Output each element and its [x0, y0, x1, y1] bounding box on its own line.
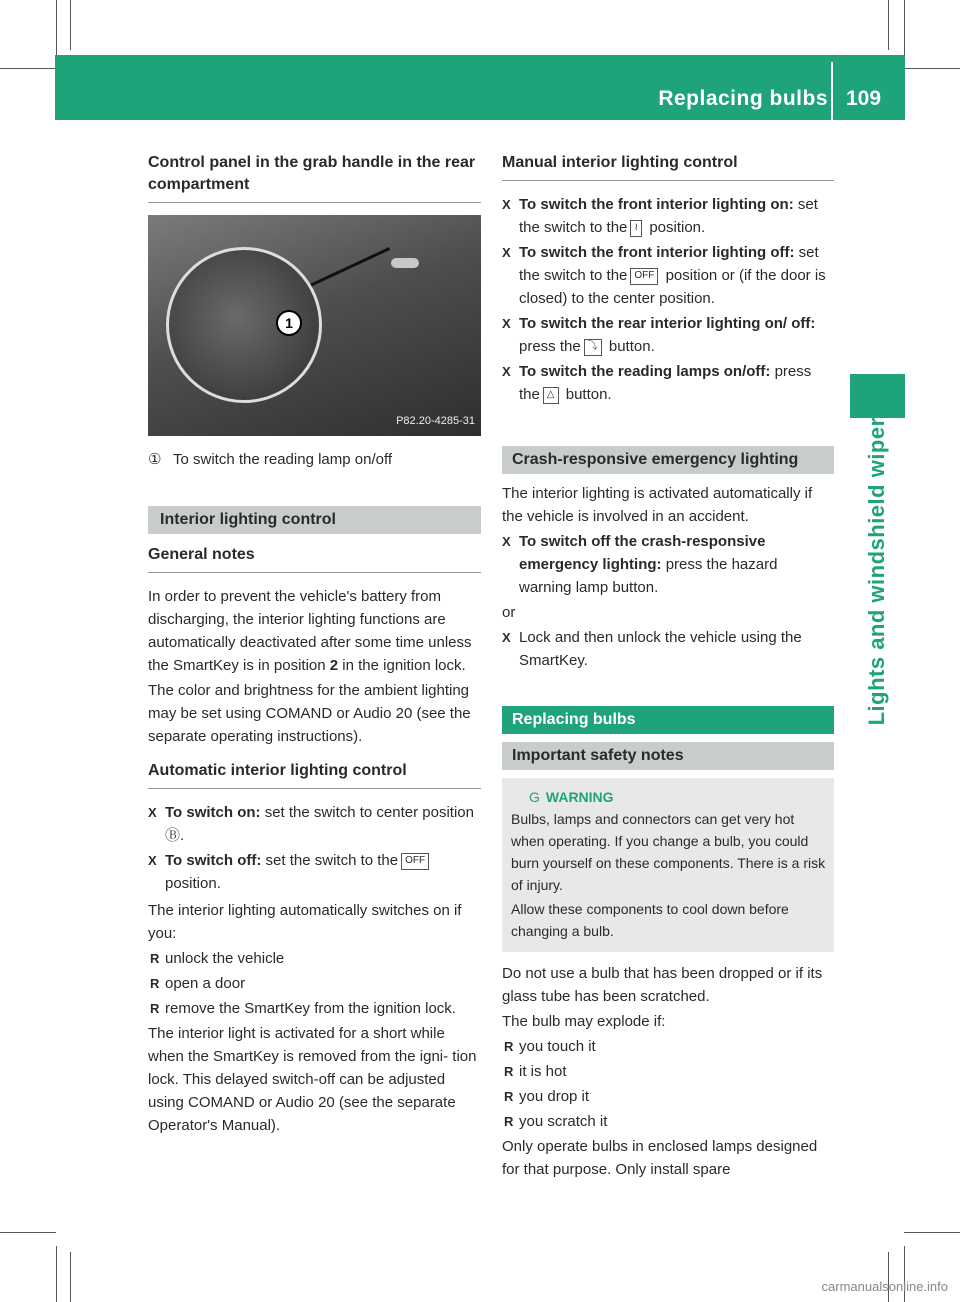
step-arrow-icon: X — [148, 853, 157, 868]
list-item: R it is hot — [502, 1060, 834, 1083]
list-item: X To switch off: set the switch to the OFF position. — [148, 849, 481, 895]
section-title-manual-lighting: Manual interior lighting control — [502, 152, 834, 181]
photo-callout-1: 1 — [276, 310, 302, 336]
page-header-title: Replacing bulbs — [658, 87, 828, 110]
bulb-paragraph-3: Only operate bulbs in enclosed lamps designed for that purpose. Only install spare — [502, 1138, 818, 1178]
crop-mark — [904, 0, 905, 56]
step-arrow-icon: X — [502, 534, 511, 549]
page-number: 109 — [846, 87, 882, 110]
section-title-automatic-lighting: Automatic interior lighting control — [148, 760, 481, 789]
step-arrow-icon: X — [148, 805, 157, 820]
photo-reference: P82.20-4285-31 — [396, 415, 475, 427]
warning-box — [502, 778, 834, 952]
list-item: R you scratch it — [502, 1110, 834, 1133]
list-item: R unlock the vehicle — [148, 947, 481, 970]
warning-text-2: Allow these components to cool down before changing a bulb. — [511, 901, 789, 939]
step-arrow-icon: X — [502, 316, 511, 331]
list-item: X To switch on: set the switch to center position Ⓑ. — [148, 801, 481, 847]
light-on-icon: ≀ — [630, 220, 642, 237]
list-item: R open a door — [148, 972, 481, 995]
crop-mark — [0, 68, 56, 69]
bullet-icon: R — [504, 1089, 514, 1104]
crop-mark — [904, 68, 960, 69]
bullet-icon: R — [150, 1001, 160, 1016]
left-column — [148, 152, 481, 1139]
list-item: X Lock and then unlock the vehicle using the SmartKey. — [502, 626, 834, 672]
auto-paragraph-1: The interior lighting automatically switches on if you: — [148, 902, 462, 942]
crop-mark — [70, 0, 71, 50]
section-heading-replacing-bulbs: Replacing bulbs — [502, 706, 834, 734]
warning-icon: G — [529, 789, 540, 805]
step-arrow-icon: X — [502, 197, 511, 212]
grab-handle-illustration — [391, 258, 419, 268]
section-heading-crash-lighting: Crash-responsive emergency lighting — [502, 446, 834, 474]
crop-mark — [56, 0, 57, 56]
general-notes-paragraph-1: In order to prevent the vehicle's battery from discharging, the interior lighting functions are automatically deactivated after some time unless the SmartKey is in position 2 in the ignition lock. — [148, 588, 472, 674]
step-arrow-icon: X — [502, 364, 511, 379]
auto-paragraph-2: The interior light is activated for a short while when the SmartKey is removed from the igni- tion lock. This delayed switch-off can be adjusted using COMAND or Audio 20 (see the separate Operator's Manual). — [148, 1025, 477, 1134]
section-heading-interior-lighting: Interior lighting control — [148, 506, 481, 534]
bulb-paragraph-1: Do not use a bulb that has been dropped or if its glass tube has been scratched. — [502, 965, 823, 1005]
bulb-paragraph-2: The bulb may explode if: — [502, 1013, 666, 1030]
watermark: carmanualsonline.info — [821, 1279, 948, 1294]
grab-handle-photo — [148, 215, 481, 436]
list-item: X To switch off the crash-responsive emergency lighting: press the hazard warning lamp button. — [502, 530, 834, 599]
or-text: or — [502, 604, 516, 621]
bullet-icon: R — [150, 976, 160, 991]
list-item: X To switch the rear interior lighting on/ off: press the ⤵ button. — [502, 312, 834, 358]
bullet-icon: R — [150, 951, 160, 966]
crop-mark — [888, 1252, 889, 1302]
list-item: X To switch the front interior lighting on: set the switch to the ≀ position. — [502, 193, 834, 239]
section-heading-safety-notes: Important safety notes — [502, 742, 834, 770]
crop-mark — [70, 1252, 71, 1302]
caption-number-icon: ① — [148, 451, 162, 468]
step-arrow-icon: X — [502, 245, 511, 260]
step-arrow-icon: X — [502, 630, 511, 645]
list-item: R you touch it — [502, 1035, 834, 1058]
crash-paragraph: The interior lighting is activated automatically if the vehicle is involved in an accident. — [502, 485, 813, 525]
warning-title: WARNING — [545, 789, 614, 805]
bullet-icon: R — [504, 1039, 514, 1054]
crop-mark — [56, 1246, 57, 1302]
general-notes-paragraph-2: The color and brightness for the ambient lighting may be set using COMAND or Audio 20 (see the separate operating instructions). — [148, 682, 471, 745]
crop-mark — [904, 1232, 960, 1233]
warning-header — [511, 786, 826, 808]
crop-mark — [888, 0, 889, 50]
chapter-title: Lights and windshield wipers — [864, 404, 889, 726]
reading-lamp-icon: △ — [543, 387, 559, 404]
crop-mark — [0, 1232, 56, 1233]
bullet-icon: R — [504, 1114, 514, 1129]
section-title-grab-handle: Control panel in the grab handle in the rear compartment — [148, 152, 481, 203]
list-item: X To switch the front interior lighting off: set the switch to the OFF position or (if the door is closed) to the center position. — [502, 241, 834, 310]
right-column — [502, 152, 834, 1183]
warning-text-1: Bulbs, lamps and connectors can get very hot when operating. If you change a bulb, you could burn yourself on these components. There is a risk of injury. — [511, 811, 826, 893]
caption-text: To switch the reading lamp on/off — [173, 451, 393, 468]
rear-light-icon: ⤵ — [584, 339, 602, 356]
section-title-general-notes: General notes — [148, 544, 481, 573]
bullet-icon: R — [504, 1064, 514, 1079]
callout-line — [307, 247, 390, 288]
list-item: R you drop it — [502, 1085, 834, 1108]
photo-caption — [148, 448, 481, 471]
list-item: X To switch the reading lamps on/off: press the △ button. — [502, 360, 834, 406]
switch-off-icon: OFF — [630, 268, 658, 285]
list-item: R remove the SmartKey from the ignition lock. — [148, 997, 481, 1020]
header-divider — [831, 62, 833, 120]
switch-off-icon: OFF — [401, 853, 429, 870]
